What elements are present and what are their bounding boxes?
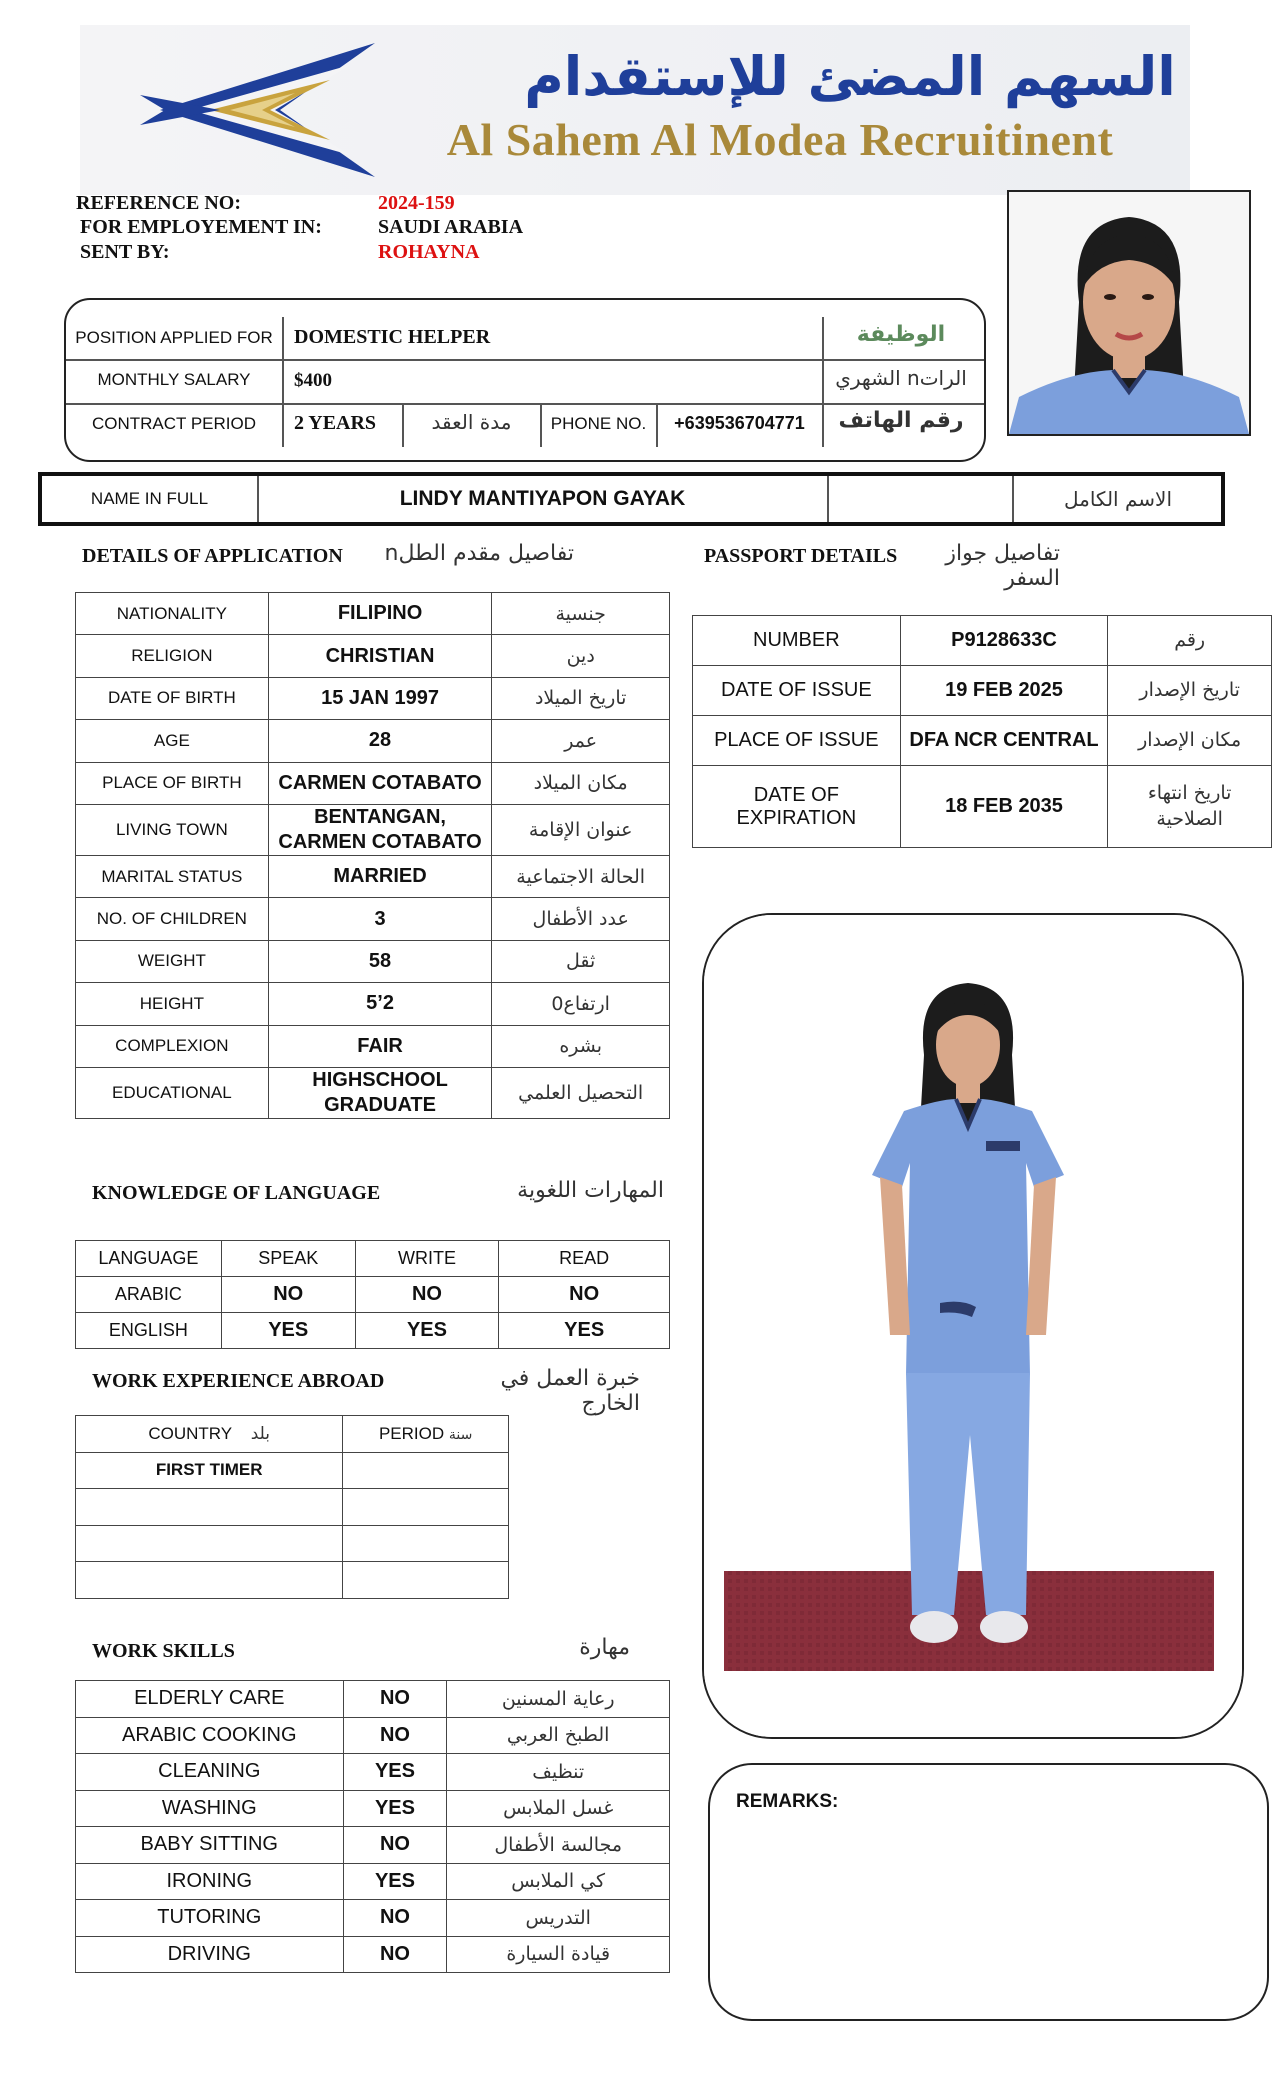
details-value: HIGHSCHOOL GRADUATE xyxy=(268,1067,492,1118)
country-header-label: COUNTRY xyxy=(148,1423,232,1443)
details-row xyxy=(76,1025,670,1067)
skill-arabic: غسل الملابس xyxy=(447,1790,670,1827)
language-cell: YES xyxy=(221,1313,355,1349)
work-country-cell xyxy=(76,1489,343,1526)
skill-label: TUTORING xyxy=(76,1900,344,1937)
details-value: 5’2 xyxy=(268,983,492,1025)
skill-arabic: رعاية المسنين xyxy=(447,1681,670,1718)
details-label: HEIGHT xyxy=(76,983,269,1025)
language-cell: ARABIC xyxy=(76,1277,222,1313)
work-skills-title: WORK SKILLS xyxy=(92,1640,235,1662)
passport-table xyxy=(692,615,1272,848)
skill-label: CLEANING xyxy=(76,1754,344,1791)
period-header xyxy=(343,1416,509,1453)
skill-row xyxy=(76,1827,670,1864)
details-label: PLACE OF BIRTH xyxy=(76,762,269,804)
details-row xyxy=(76,804,670,855)
details-value: MARRIED xyxy=(268,855,492,897)
details-arabic: الحالة الاجتماعية xyxy=(492,855,670,897)
details-arabic: التحصيل العلمي xyxy=(492,1067,670,1118)
skill-value: NO xyxy=(343,1936,447,1973)
details-label: COMPLEXION xyxy=(76,1025,269,1067)
reference-value: 2024-159 xyxy=(378,192,455,214)
details-arabic: تاريخ الميلاد xyxy=(492,677,670,719)
phone-value: +639536704771 xyxy=(674,413,805,433)
work-skills-title-arabic: مهارة xyxy=(579,1635,630,1660)
skill-row xyxy=(76,1790,670,1827)
work-experience-table xyxy=(75,1415,509,1599)
company-logo-banner xyxy=(80,25,1190,195)
skill-arabic: تنظيف xyxy=(447,1754,670,1791)
details-value: CARMEN COTABATO xyxy=(268,762,492,804)
skill-value: YES xyxy=(343,1790,447,1827)
language-cell: YES xyxy=(499,1313,670,1349)
employment-value: SAUDI ARABIA xyxy=(378,216,524,238)
skill-label: ELDERLY CARE xyxy=(76,1681,344,1718)
work-skills-table xyxy=(75,1680,670,1973)
skill-arabic: التدريس xyxy=(447,1900,670,1937)
skill-label: DRIVING xyxy=(76,1936,344,1973)
work-period-cell xyxy=(343,1452,509,1489)
details-row xyxy=(76,762,670,804)
work-period-cell xyxy=(343,1562,509,1599)
language-cell: NO xyxy=(499,1277,670,1313)
details-value: CHRISTIAN xyxy=(268,635,492,677)
details-arabic: عدد الأطفال xyxy=(492,898,670,940)
skill-arabic: الطبخ العربي xyxy=(447,1717,670,1754)
passport-arabic: تاريخ الإصدار xyxy=(1108,666,1272,716)
passport-arabic: مكان الإصدار xyxy=(1108,716,1272,766)
details-row xyxy=(76,677,670,719)
sent-by-label: SENT BY: xyxy=(80,241,170,263)
details-label: EDUCATIONAL xyxy=(76,1067,269,1118)
details-arabic: ارتفاع0 xyxy=(492,983,670,1025)
details-value: 58 xyxy=(268,940,492,982)
language-header-cell: LANGUAGE xyxy=(76,1241,222,1277)
language-cell: ENGLISH xyxy=(76,1313,222,1349)
period-header-label: PERIOD xyxy=(378,1423,445,1443)
contract-label: CONTRACT PERIOD xyxy=(91,414,257,433)
skill-row xyxy=(76,1717,670,1754)
details-label: NO. OF CHILDREN xyxy=(76,898,269,940)
contract-arabic: مدة العقد xyxy=(431,410,512,434)
work-period-cell xyxy=(343,1489,509,1526)
portrait-illustration xyxy=(1009,192,1249,434)
passport-row xyxy=(693,616,1272,666)
skill-value: NO xyxy=(343,1900,447,1937)
language-cell: YES xyxy=(355,1313,499,1349)
skill-row xyxy=(76,1754,670,1791)
applicant-portrait-photo xyxy=(1007,190,1251,436)
passport-arabic: رقم xyxy=(1108,616,1272,666)
sent-by-value: ROHAYNA xyxy=(378,241,480,263)
work-experience-title-arabic: خبرة العمل في الخارج xyxy=(500,1366,640,1416)
language-cell: NO xyxy=(355,1277,499,1313)
details-label: MARITAL STATUS xyxy=(76,855,269,897)
phone-label: PHONE NO. xyxy=(550,414,647,433)
skill-row xyxy=(76,1681,670,1718)
language-row xyxy=(76,1277,670,1313)
details-label: LIVING TOWN xyxy=(76,804,269,855)
details-label: AGE xyxy=(76,720,269,762)
work-experience-title: WORK EXPERIENCE ABROAD xyxy=(92,1370,385,1392)
work-experience-row xyxy=(76,1562,509,1599)
contract-value: 2 YEARS xyxy=(294,412,377,434)
skill-label: IRONING xyxy=(76,1863,344,1900)
skill-row xyxy=(76,1900,670,1937)
work-country-cell: FIRST TIMER xyxy=(76,1452,343,1489)
details-label: NATIONALITY xyxy=(76,593,269,635)
skill-arabic: قيادة السيارة xyxy=(447,1936,670,1973)
skill-value: NO xyxy=(343,1681,447,1718)
arrow-logo-icon xyxy=(80,25,380,195)
salary-value: $400 xyxy=(294,370,332,391)
skill-value: YES xyxy=(343,1754,447,1791)
details-arabic: عنوان الإقامة xyxy=(492,804,670,855)
full-body-illustration xyxy=(704,915,1242,1737)
full-name-arabic: الاسم الكامل xyxy=(1063,487,1173,511)
details-title: DETAILS OF APPLICATION xyxy=(82,545,343,567)
passport-value: DFA NCR CENTRAL xyxy=(900,716,1108,766)
language-title: KNOWLEDGE OF LANGUAGE xyxy=(92,1182,381,1204)
details-arabic: ثقل xyxy=(492,940,670,982)
language-cell: NO xyxy=(221,1277,355,1313)
passport-label: DATE OF ISSUE xyxy=(693,666,901,716)
details-arabic: بشره xyxy=(492,1025,670,1067)
details-arabic: عمر xyxy=(492,720,670,762)
phone-arabic: رقم الهاتف xyxy=(838,408,964,433)
details-row xyxy=(76,983,670,1025)
position-label: POSITION APPLIED FOR xyxy=(75,328,273,347)
details-arabic: دين xyxy=(492,635,670,677)
language-table xyxy=(75,1240,670,1349)
details-table xyxy=(75,592,670,1119)
language-title-arabic: المهارات اللغوية xyxy=(517,1178,664,1203)
details-label: RELIGION xyxy=(76,635,269,677)
language-header-cell: WRITE xyxy=(355,1241,499,1277)
details-value: 28 xyxy=(268,720,492,762)
details-row xyxy=(76,1067,670,1118)
skill-label: ARABIC COOKING xyxy=(76,1717,344,1754)
remarks-box xyxy=(708,1763,1269,2021)
passport-value: 19 FEB 2025 xyxy=(900,666,1108,716)
details-arabic: جنسية xyxy=(492,593,670,635)
details-row xyxy=(76,720,670,762)
salary-arabic: الراتn الشهري xyxy=(835,366,967,390)
skill-arabic: كي الملابس xyxy=(447,1863,670,1900)
work-experience-row xyxy=(76,1452,509,1489)
skill-value: NO xyxy=(343,1827,447,1864)
details-value: BENTANGAN, CARMEN COTABATO xyxy=(268,804,492,855)
details-title-arabic: تفاصيل مقدم الطلn xyxy=(384,541,574,566)
skill-label: BABY SITTING xyxy=(76,1827,344,1864)
reference-label: REFERENCE NO: xyxy=(76,192,242,214)
position-info-box xyxy=(64,298,986,462)
passport-title: PASSPORT DETAILS xyxy=(704,545,898,567)
position-arabic: الوظيفة xyxy=(856,322,946,347)
passport-label: NUMBER xyxy=(693,616,901,666)
employment-label: FOR EMPLOYEMENT IN: xyxy=(80,216,322,238)
details-arabic: مكان الميلاد xyxy=(492,762,670,804)
passport-title-arabic: تفاصيل جواز السفر xyxy=(945,541,1060,591)
skill-row xyxy=(76,1863,670,1900)
country-header xyxy=(76,1416,343,1453)
period-header-arabic: سنة xyxy=(448,1426,473,1443)
skill-value: NO xyxy=(343,1717,447,1754)
language-header-row xyxy=(76,1241,670,1277)
position-value: DOMESTIC HELPER xyxy=(294,326,491,348)
full-name-row xyxy=(38,472,1225,526)
details-value: 3 xyxy=(268,898,492,940)
passport-row xyxy=(693,716,1272,766)
full-name-value: LINDY MANTIYAPON GAYAK xyxy=(399,487,686,510)
details-value: FAIR xyxy=(268,1025,492,1067)
skill-arabic: مجالسة الأطفال xyxy=(447,1827,670,1864)
work-experience-row xyxy=(76,1525,509,1562)
company-name-arabic: السهم المضئ للإستقدام xyxy=(524,45,1176,108)
passport-row xyxy=(693,766,1272,848)
applicant-full-body-photo xyxy=(702,913,1244,1739)
details-value: 15 JAN 1997 xyxy=(268,677,492,719)
remarks-label: REMARKS: xyxy=(736,1791,839,1812)
skill-row xyxy=(76,1936,670,1973)
salary-label: MONTHLY SALARY xyxy=(97,370,251,389)
full-name-label: NAME IN FULL xyxy=(90,489,209,508)
work-country-cell xyxy=(76,1525,343,1562)
details-row xyxy=(76,940,670,982)
details-row xyxy=(76,635,670,677)
passport-value: 18 FEB 2035 xyxy=(900,766,1108,848)
passport-label: PLACE OF ISSUE xyxy=(693,716,901,766)
language-row xyxy=(76,1313,670,1349)
details-row xyxy=(76,898,670,940)
details-label: DATE OF BIRTH xyxy=(76,677,269,719)
details-label: WEIGHT xyxy=(76,940,269,982)
work-country-cell xyxy=(76,1562,343,1599)
passport-arabic: تاريخ انتهاء الصلاحية xyxy=(1108,766,1272,848)
language-header-cell: SPEAK xyxy=(221,1241,355,1277)
skill-value: YES xyxy=(343,1863,447,1900)
details-row xyxy=(76,593,670,635)
work-period-cell xyxy=(343,1525,509,1562)
passport-label: DATE OF EXPIRATION xyxy=(693,766,901,848)
details-row xyxy=(76,855,670,897)
language-header-cell: READ xyxy=(499,1241,670,1277)
country-header-arabic: بلد xyxy=(250,1423,270,1444)
passport-value: P9128633C xyxy=(900,616,1108,666)
details-value: FILIPINO xyxy=(268,593,492,635)
passport-row xyxy=(693,666,1272,716)
company-name-english: Al Sahem Al Modea Recruitinent xyxy=(446,114,1114,165)
skill-label: WASHING xyxy=(76,1790,344,1827)
work-experience-row xyxy=(76,1489,509,1526)
